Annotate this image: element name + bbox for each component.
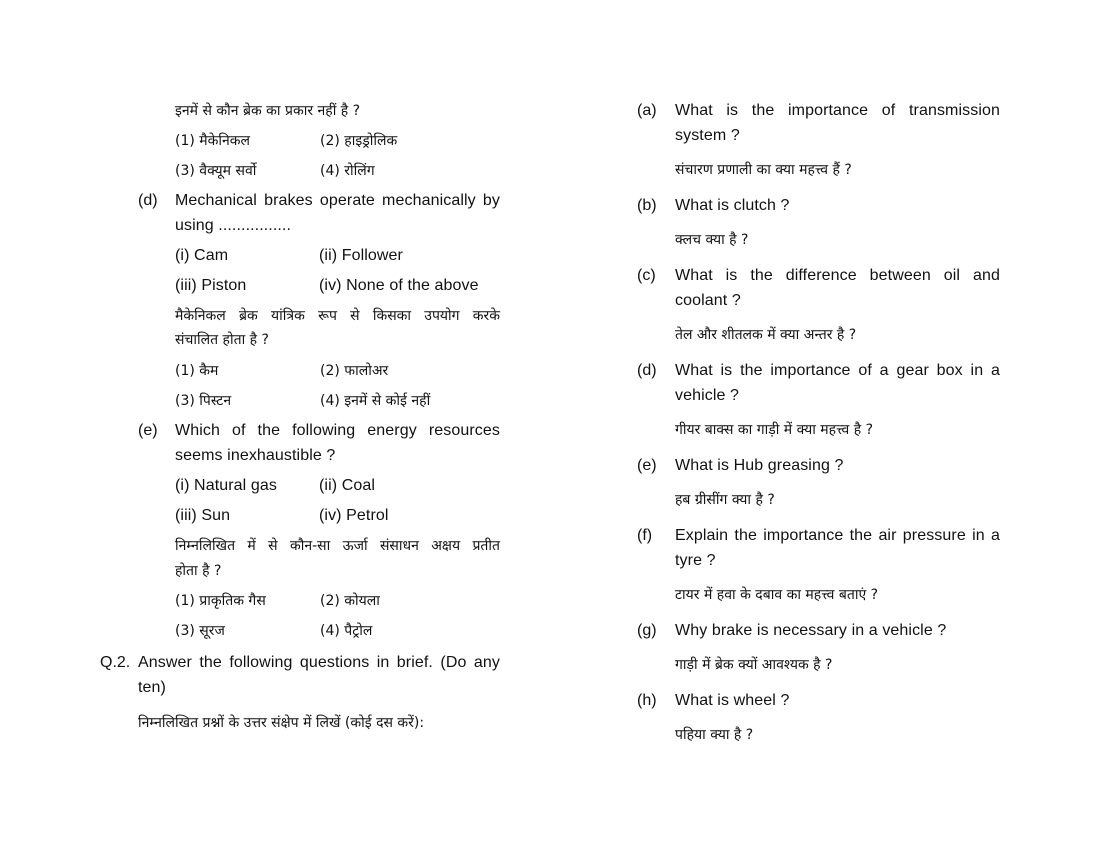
question-english: Explain the importance the air pressure in a <box>675 527 1000 544</box>
option-hindi: (4) रोलिंग <box>320 163 375 179</box>
question-english: What is the difference between oil and <box>675 267 1000 284</box>
option-hindi: (3) सूरज <box>175 623 225 639</box>
option-hindi: (2) हाइड्रोलिक <box>320 133 398 149</box>
question-english: Which of the following energy resources <box>175 422 500 439</box>
question-english: tyre ? <box>675 552 716 569</box>
question-hindi: हब ग्रीसींग क्या है ? <box>675 492 775 508</box>
question-hindi: टायर में हवा के दबाव का महत्त्व बताएं ? <box>675 587 879 603</box>
option-english: (i) Cam <box>175 247 229 264</box>
item-marker: (h) <box>637 692 657 709</box>
section-instruction-english: ten) <box>138 679 166 696</box>
section-instruction-english: Answer the following questions in brief. (Do any <box>138 654 500 671</box>
question-hindi: संचालित होता है ? <box>175 332 269 348</box>
question-hindi: संचारण प्रणाली का क्या महत्त्व हैं ? <box>675 162 852 178</box>
item-marker: (e) <box>138 422 158 439</box>
question-english: What is Hub greasing ? <box>675 457 844 474</box>
question-hindi: मैकेनिकल ब्रेक यांत्रिक रूप से किसका उपयोग करके <box>175 308 500 324</box>
option-hindi: (3) वैक्यूम सर्वो <box>175 163 257 179</box>
option-hindi: (2) फालोअर <box>320 363 389 379</box>
item-marker: (f) <box>637 527 653 544</box>
option-english: (iii) Piston <box>175 277 247 294</box>
item-marker: (a) <box>637 102 657 119</box>
question-english: Mechanical brakes operate mechanically by <box>175 192 500 209</box>
option-english: (ii) Coal <box>319 477 376 494</box>
question-hindi: गाड़ी में ब्रेक क्यों आवश्यक है ? <box>675 657 833 673</box>
question-hindi: इनमें से कौन ब्रेक का प्रकार नहीं है ? <box>175 103 361 119</box>
question-english: seems inexhaustible ? <box>175 447 336 464</box>
option-hindi: (1) कैम <box>175 363 219 379</box>
question-english: using ................ <box>175 217 292 234</box>
question-english: Why brake is necessary in a vehicle ? <box>675 622 947 639</box>
question-number: Q.2. <box>100 654 131 671</box>
item-marker: (e) <box>637 457 657 474</box>
question-hindi: पहिया क्या है ? <box>675 727 754 743</box>
option-english: (iii) Sun <box>175 507 231 524</box>
option-hindi: (1) मैकेनिकल <box>175 133 251 149</box>
question-hindi: तेल और शीतलक में क्या अन्तर है ? <box>675 327 857 343</box>
item-marker: (d) <box>637 362 657 379</box>
question-hindi: गीयर बाक्स का गाड़ी में क्या महत्त्व है ? <box>675 422 874 438</box>
option-english: (ii) Follower <box>319 247 403 264</box>
section-instruction-hindi: निम्नलिखित प्रश्नों के उत्तर संक्षेप में लिखें (कोई दस करें): <box>138 715 425 731</box>
item-marker: (c) <box>637 267 656 284</box>
question-hindi: होता है ? <box>175 563 222 579</box>
option-hindi: (2) कोयला <box>320 593 380 609</box>
option-hindi: (4) इनमें से कोई नहीं <box>320 393 431 409</box>
question-hindi: क्लच क्या है ? <box>675 232 749 248</box>
item-marker: (b) <box>637 197 657 214</box>
option-english: (iv) None of the above <box>319 277 479 294</box>
option-english: (i) Natural gas <box>175 477 277 494</box>
question-english: What is the importance of a gear box in a <box>675 362 1000 379</box>
question-english: coolant ? <box>675 292 741 309</box>
item-marker: (d) <box>138 192 158 209</box>
option-hindi: (4) पैट्रोल <box>320 623 373 639</box>
question-english: What is clutch ? <box>675 197 790 214</box>
option-english: (iv) Petrol <box>319 507 389 524</box>
question-hindi: निम्नलिखित में से कौन-सा ऊर्जा संसाधन अक्षय प्रतीत <box>175 538 500 554</box>
item-marker: (g) <box>637 622 657 639</box>
question-english: system ? <box>675 127 740 144</box>
question-english: What is the importance of transmission <box>675 102 1000 119</box>
question-english: vehicle ? <box>675 387 740 404</box>
option-hindi: (1) प्राकृतिक गैस <box>175 593 266 609</box>
question-english: What is wheel ? <box>675 692 790 709</box>
option-hindi: (3) पिस्टन <box>175 393 232 409</box>
